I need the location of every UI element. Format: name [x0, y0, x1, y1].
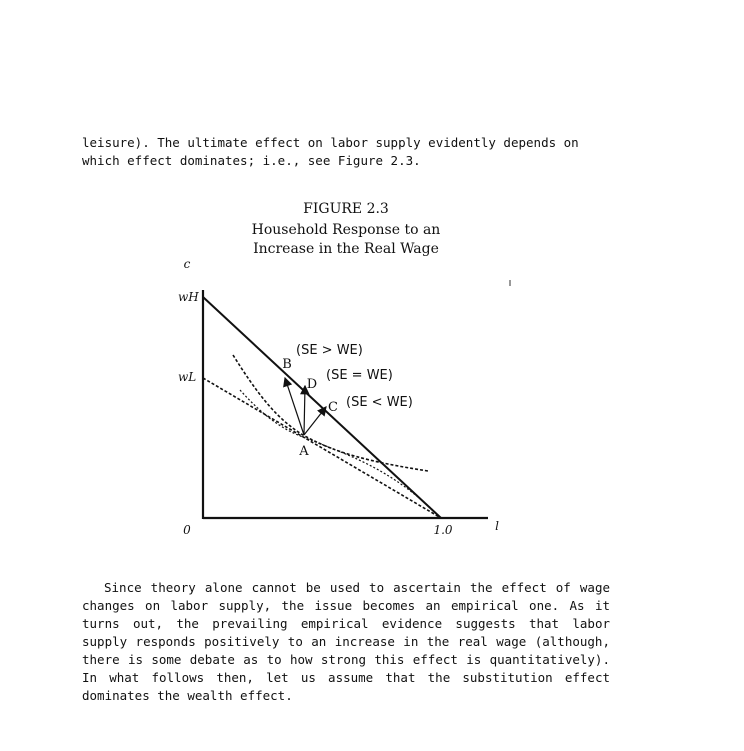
point-label-a: A: [299, 444, 309, 459]
wage-high-label: wH: [178, 290, 199, 304]
arrow-a-to-d: [304, 386, 305, 435]
figure-caption-line1: Household Response to an: [251, 222, 441, 238]
point-label-b: B: [282, 357, 292, 372]
arrow-a-to-b: [285, 378, 304, 435]
x-axis-label: l: [495, 519, 499, 533]
origin-label: 0: [183, 523, 191, 537]
paragraph-body: Since theory alone cannot be used to ascertain the effect of wage changes on labor supply, the issue becomes an empirical one. As it turns out, the prevailing empirical evidence suggests that labor supply responds positively to an increase in the real wage (although, there is some debate as to how strong this effect is quantitatively). In what follows then, let us assume that the substitution effect dominates the wealth effect.: [82, 580, 610, 703]
figure-number: FIGURE 2.3: [303, 201, 389, 217]
annotation-se-lt-we: (SE < WE): [346, 395, 413, 410]
paragraph-intro: leisure). The ultimate effect on labor supply evidently depends on which effect dominates; i.e., see Figure 2.3.: [82, 135, 579, 168]
arrow-a-to-c: [304, 407, 326, 435]
figure-caption-line2: Increase in the Real Wage: [253, 241, 439, 257]
point-label-c: C: [328, 400, 338, 415]
x-tick-label: 1.0: [433, 523, 453, 537]
wage-low-label: wL: [178, 370, 197, 384]
point-label-d: D: [306, 377, 318, 392]
y-axis-label: c: [183, 257, 191, 271]
annotation-se-gt-we: (SE > WE): [296, 343, 363, 358]
annotation-se-eq-we: (SE = WE): [326, 368, 393, 383]
